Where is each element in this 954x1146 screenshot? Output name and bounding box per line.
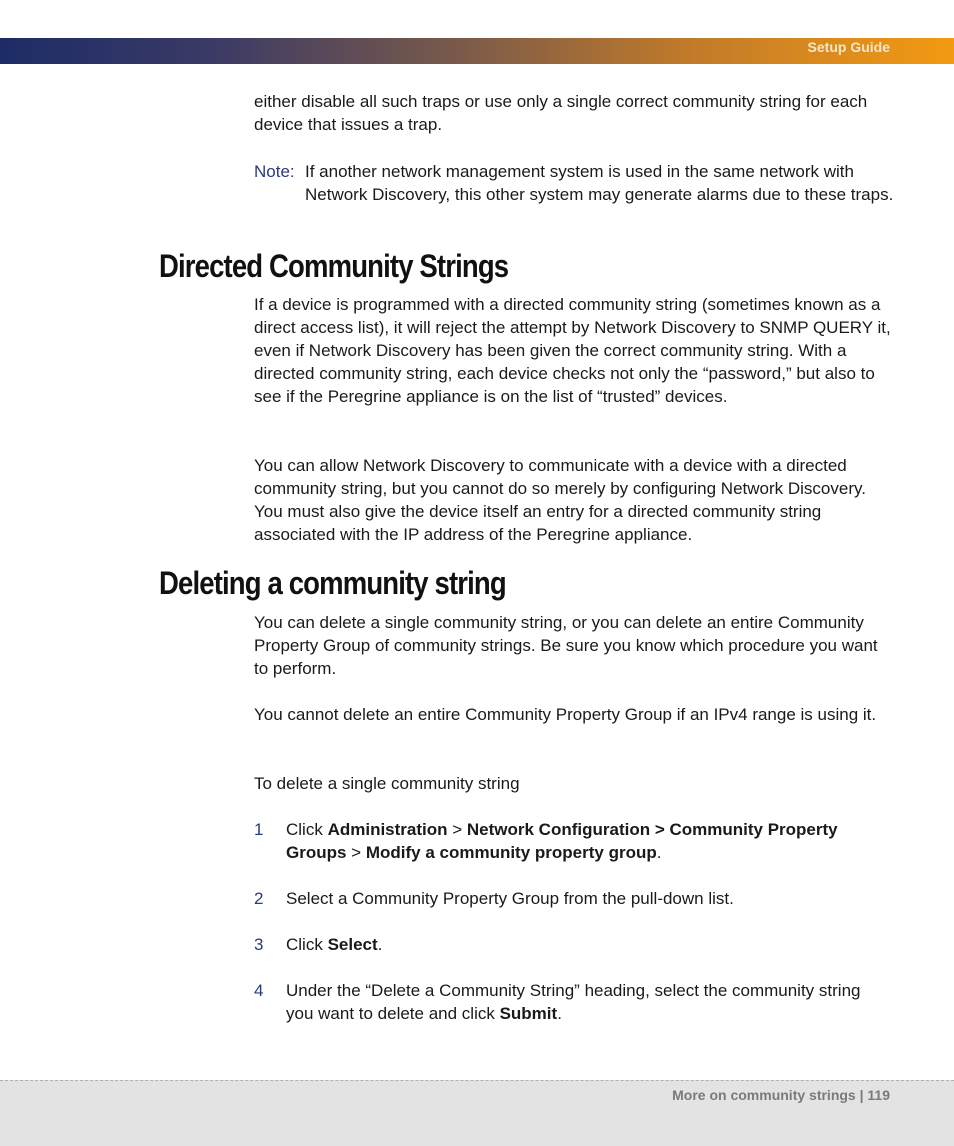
note-text: If another network management system is used in the same network with Network Discovery, this other system may generate alarms due to these traps. [305, 162, 894, 204]
section2-paragraph-2: You cannot delete an entire Community Property Group if an IPv4 range is using it. [254, 705, 877, 724]
procedure-title: To delete a single community string [254, 774, 520, 793]
header-bar [0, 38, 954, 64]
step-number: 1 [254, 820, 264, 839]
section-heading-directed: Directed Community Strings [159, 248, 509, 284]
step-text: Click Select. [286, 935, 383, 954]
section2-paragraph-1: You can delete a single community string, or you can delete an entire Community Property Group of community strings. Be sure you know which procedure you want to perform. [254, 613, 878, 678]
step-number: 4 [254, 981, 264, 1000]
step-text: Click Administration > Network Configuration > Community Property Groups > Modify a community property group. [286, 820, 838, 862]
footer [0, 1080, 954, 1146]
footer-text: More on community strings | 119 [672, 1087, 890, 1103]
menu-modify-community-property-group: Modify a community property group [365, 843, 657, 862]
step-number: 2 [254, 889, 264, 908]
menu-administration: Administration [327, 820, 448, 839]
submit-label: Submit [499, 1004, 558, 1023]
menu-network-configuration: Network Configuration > Community Property Groups [286, 820, 838, 862]
step-number: 3 [254, 935, 264, 954]
section1-paragraph-2: You can allow Network Discovery to communicate with a device with a directed community string, but you cannot do so merely by configuring Network Discovery. You must also give the device itself an entry for a directed community string associated with the IP address of the Peregrine appliance. [254, 456, 866, 544]
section1-paragraph-1: If a device is programmed with a directed community string (sometimes known as a direct access list), it will reject the attempt by Network Discovery to SNMP QUERY it, even if Network Discovery has been given the correct community string. With a directed community string, each device checks not only the “password,” but also to see if the Peregrine appliance is on the list of “trusted” devices. [254, 295, 891, 406]
intro-paragraph: either disable all such traps or use only a single correct community string for each device that issues a trap. [254, 92, 868, 134]
select-label: Select [327, 935, 378, 954]
header-title: Setup Guide [807, 39, 890, 55]
note-label: Note: [254, 162, 295, 181]
step-text: Under the “Delete a Community String” heading, select the community string you want to delete and click Submit. [286, 981, 861, 1023]
section-heading-deleting: Deleting a community string [159, 565, 506, 601]
step-text: Select a Community Property Group from the pull-down list. [286, 889, 734, 908]
